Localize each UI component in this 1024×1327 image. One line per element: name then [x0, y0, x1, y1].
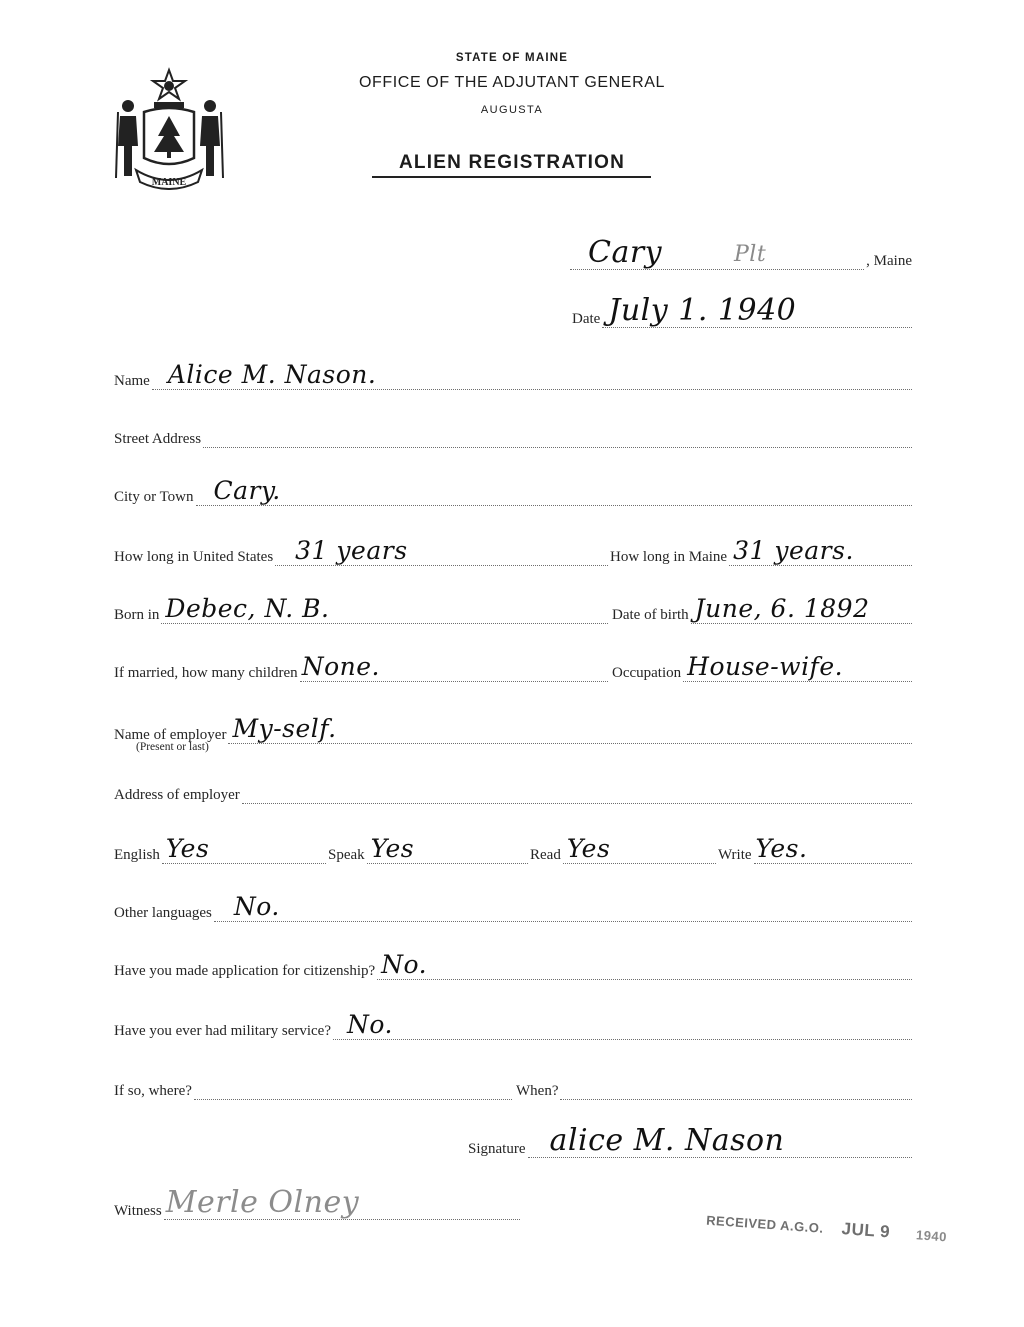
name-field: [114, 360, 912, 390]
how-long-us-label: How long in United States: [114, 549, 274, 565]
how-long-maine-label: How long in Maine: [610, 549, 728, 565]
city-field: [114, 476, 912, 506]
read-field: [530, 834, 716, 864]
stamp-date: JUL 9: [841, 1219, 891, 1242]
employer-address-label: Address of employer: [114, 787, 240, 803]
how-long-maine-value: 31 years.: [733, 536, 854, 565]
street-address-field: [114, 418, 912, 448]
born-in-field: [114, 594, 608, 624]
occupation-value: House-wife.: [687, 652, 844, 681]
town-label: , Maine: [866, 253, 912, 269]
title-underline: [372, 176, 651, 178]
city-value: Cary.: [213, 476, 281, 505]
military-field: [114, 1010, 912, 1040]
military-label: Have you ever had military service?: [114, 1023, 331, 1039]
employer-field: [114, 714, 912, 744]
employer-label: Name of employer: [114, 727, 227, 743]
read-label: Read: [530, 847, 561, 863]
write-field: [718, 834, 912, 864]
office-heading: OFFICE OF THE ADJUTANT GENERAL: [358, 74, 666, 91]
received-stamp: [706, 1210, 948, 1247]
city-heading: AUGUSTA: [480, 104, 544, 116]
form-title: ALIEN REGISTRATION: [398, 152, 626, 173]
speak-field: [328, 834, 528, 864]
where-field: [114, 1070, 512, 1100]
city-label: City or Town: [114, 489, 194, 505]
employer-address-field: [114, 774, 912, 804]
stamp-received-text: RECEIVED A.G.O.: [705, 1212, 825, 1236]
english-label: English: [114, 847, 160, 863]
how-long-maine-field: [610, 536, 912, 566]
date-of-birth-field: [612, 594, 912, 624]
town-value: Cary: [588, 235, 663, 270]
date-label: Date: [572, 311, 601, 327]
signature-value: alice M. Nason: [549, 1123, 785, 1158]
date-of-birth-value: June, 6. 1892: [694, 594, 870, 623]
svg-text:MAINE: MAINE: [151, 177, 187, 188]
other-languages-value: No.: [233, 892, 280, 921]
witness-label: Witness: [114, 1203, 162, 1219]
citizenship-field: [114, 950, 912, 980]
children-label: If married, how many children: [114, 665, 298, 681]
speak-label: Speak: [328, 847, 365, 863]
name-value: Alice M. Nason.: [167, 360, 377, 389]
other-languages-label: Other languages: [114, 905, 212, 921]
born-in-label: Born in: [114, 607, 160, 623]
employer-value: My-self.: [232, 714, 337, 743]
state-heading: STATE OF MAINE: [455, 52, 569, 64]
date-of-birth-label: Date of birth: [612, 607, 689, 623]
other-languages-field: [114, 892, 912, 922]
witness-value: Merle Olney: [165, 1185, 360, 1220]
citizenship-label: Have you made application for citizenship?: [114, 963, 376, 979]
stamp-year: 1940: [915, 1227, 948, 1245]
date-field: [572, 293, 912, 328]
read-value: Yes: [566, 834, 611, 863]
occupation-field: [612, 652, 912, 682]
military-value: No.: [347, 1010, 393, 1039]
when-label: When?: [516, 1083, 559, 1099]
children-field: [114, 652, 608, 682]
write-value: Yes.: [755, 834, 808, 863]
town-field: [570, 235, 912, 270]
town-pencil-note: Plt: [734, 242, 767, 267]
date-value: July 1. 1940: [608, 293, 797, 328]
occupation-label: Occupation: [612, 665, 682, 681]
born-in-value: Debec, N. B.: [165, 594, 330, 623]
where-label: If so, where?: [114, 1083, 192, 1099]
english-field: [114, 834, 326, 864]
how-long-us-value: 31 years: [295, 536, 408, 565]
speak-value: Yes: [370, 834, 415, 863]
when-field: [516, 1070, 912, 1100]
signature-field: [468, 1123, 912, 1158]
english-value: Yes: [165, 834, 210, 863]
children-value: None.: [301, 652, 380, 681]
witness-field: [114, 1185, 520, 1220]
write-label: Write: [718, 847, 752, 863]
citizenship-value: No.: [381, 950, 428, 979]
street-address-label: Street Address: [114, 431, 202, 447]
how-long-us-field: [114, 536, 608, 566]
signature-label: Signature: [468, 1141, 526, 1157]
name-label: Name: [114, 373, 150, 389]
employer-sublabel: (Present or last): [136, 741, 209, 753]
